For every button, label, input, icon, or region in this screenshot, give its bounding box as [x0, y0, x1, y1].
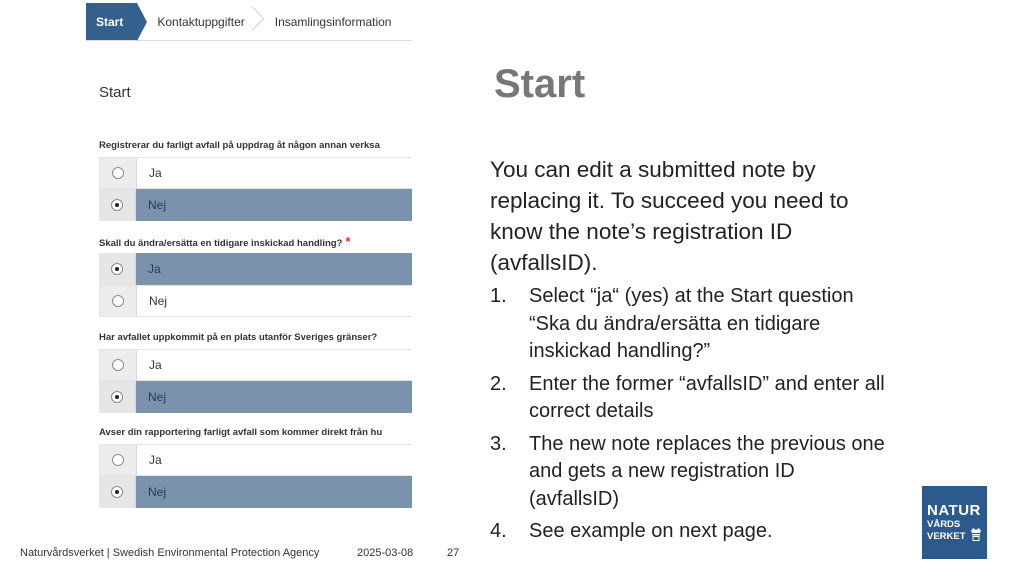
radio-cell: [99, 189, 136, 221]
radio-button[interactable]: [111, 263, 123, 275]
radio-cell: [100, 158, 137, 188]
wizard-steps: [86, 3, 412, 41]
radio-cell: [100, 445, 137, 475]
logo-line-1: NATUR: [927, 502, 981, 519]
radio-button[interactable]: [111, 391, 123, 403]
question-text: Skall du ändra/ersätta en tidigare inskickad handling?: [99, 238, 343, 249]
radio-cell: [99, 253, 136, 285]
question-label: [99, 427, 382, 438]
footer-page-number: 27: [447, 547, 460, 559]
radio-cell: [100, 350, 137, 380]
question-text: Har avfallet uppkommit på en plats utanför Sveriges gränser?: [99, 332, 378, 343]
required-marker: *: [345, 234, 351, 249]
option-label: Ja: [149, 453, 162, 467]
logo-line-3: VERKET: [927, 531, 966, 542]
radio-cell: [99, 381, 136, 413]
list-number: 2.: [490, 372, 507, 395]
option-label: Nej: [149, 294, 168, 308]
radio-option-nej[interactable]: [99, 476, 412, 508]
form-screenshot: [86, 0, 412, 512]
radio-option-ja[interactable]: [99, 349, 412, 381]
question-label: [99, 332, 377, 343]
radio-option-nej[interactable]: [99, 381, 412, 413]
slide-intro: You can edit a submitted note by replacing it. To succeed you need to know the note’s registration ID (avfallsID).: [490, 157, 849, 275]
question-text: Avser din rapportering farligt avfall som kommer direkt från hu: [99, 427, 383, 438]
radio-button[interactable]: [112, 295, 124, 307]
question-label: [99, 234, 350, 249]
radio-button[interactable]: [111, 486, 123, 498]
list-item: [490, 518, 890, 546]
list-text: Select “ja“ (yes) at the Start question “Ska du ändra/ersätta en tidigare inskickad handling?”: [529, 285, 854, 362]
footer-date: 2025-03-08: [357, 547, 414, 559]
radio-button[interactable]: [112, 454, 124, 466]
list-text: Enter the former “avfallsID” and enter all correct details: [529, 372, 885, 422]
list-text: See example on next page.: [529, 520, 773, 542]
list-number: 1.: [490, 285, 507, 307]
wizard-step-collection[interactable]: Insamlingsinformation: [274, 14, 392, 29]
list-item: [490, 371, 890, 426]
radio-option-ja[interactable]: [99, 157, 412, 189]
list-number: 3.: [490, 432, 507, 455]
form-title: Start: [99, 84, 131, 101]
radio-option-nej[interactable]: [99, 285, 412, 317]
radio-option-ja[interactable]: [99, 253, 412, 285]
option-label: Ja: [149, 358, 162, 372]
list-number: 4.: [490, 520, 507, 542]
naturvardsverket-logo: [922, 486, 987, 559]
crown-icon: [970, 526, 982, 542]
option-label: Nej: [148, 198, 167, 212]
list-item: [490, 431, 890, 514]
option-label: Nej: [148, 390, 167, 404]
radio-cell: [100, 286, 137, 316]
radio-button[interactable]: [112, 359, 124, 371]
option-label: Nej: [148, 485, 167, 499]
radio-cell: [99, 476, 136, 508]
list-item: [490, 283, 890, 366]
radio-button[interactable]: [112, 167, 124, 179]
footer-org: Naturvårdsverket | Swedish Environmental Protection Agency: [20, 547, 320, 559]
logo-line-2: VÅRDS: [927, 519, 961, 530]
radio-option-ja[interactable]: [99, 444, 412, 476]
question-label: [99, 140, 380, 151]
radio-button[interactable]: [111, 199, 123, 211]
slide-title: Start: [494, 62, 586, 106]
question-text: Registrerar du farligt avfall på uppdrag åt någon annan verksa: [99, 140, 380, 151]
instruction-list: [490, 283, 890, 551]
option-label: Ja: [149, 166, 162, 180]
list-text: The new note replaces the previous one and gets a new registration ID (avfallsID): [529, 432, 885, 510]
wizard-step-start[interactable]: Start: [86, 3, 137, 40]
radio-option-nej[interactable]: [99, 189, 412, 221]
wizard-step-contact[interactable]: Kontaktuppgifter: [137, 3, 262, 40]
option-label: Ja: [148, 262, 161, 276]
